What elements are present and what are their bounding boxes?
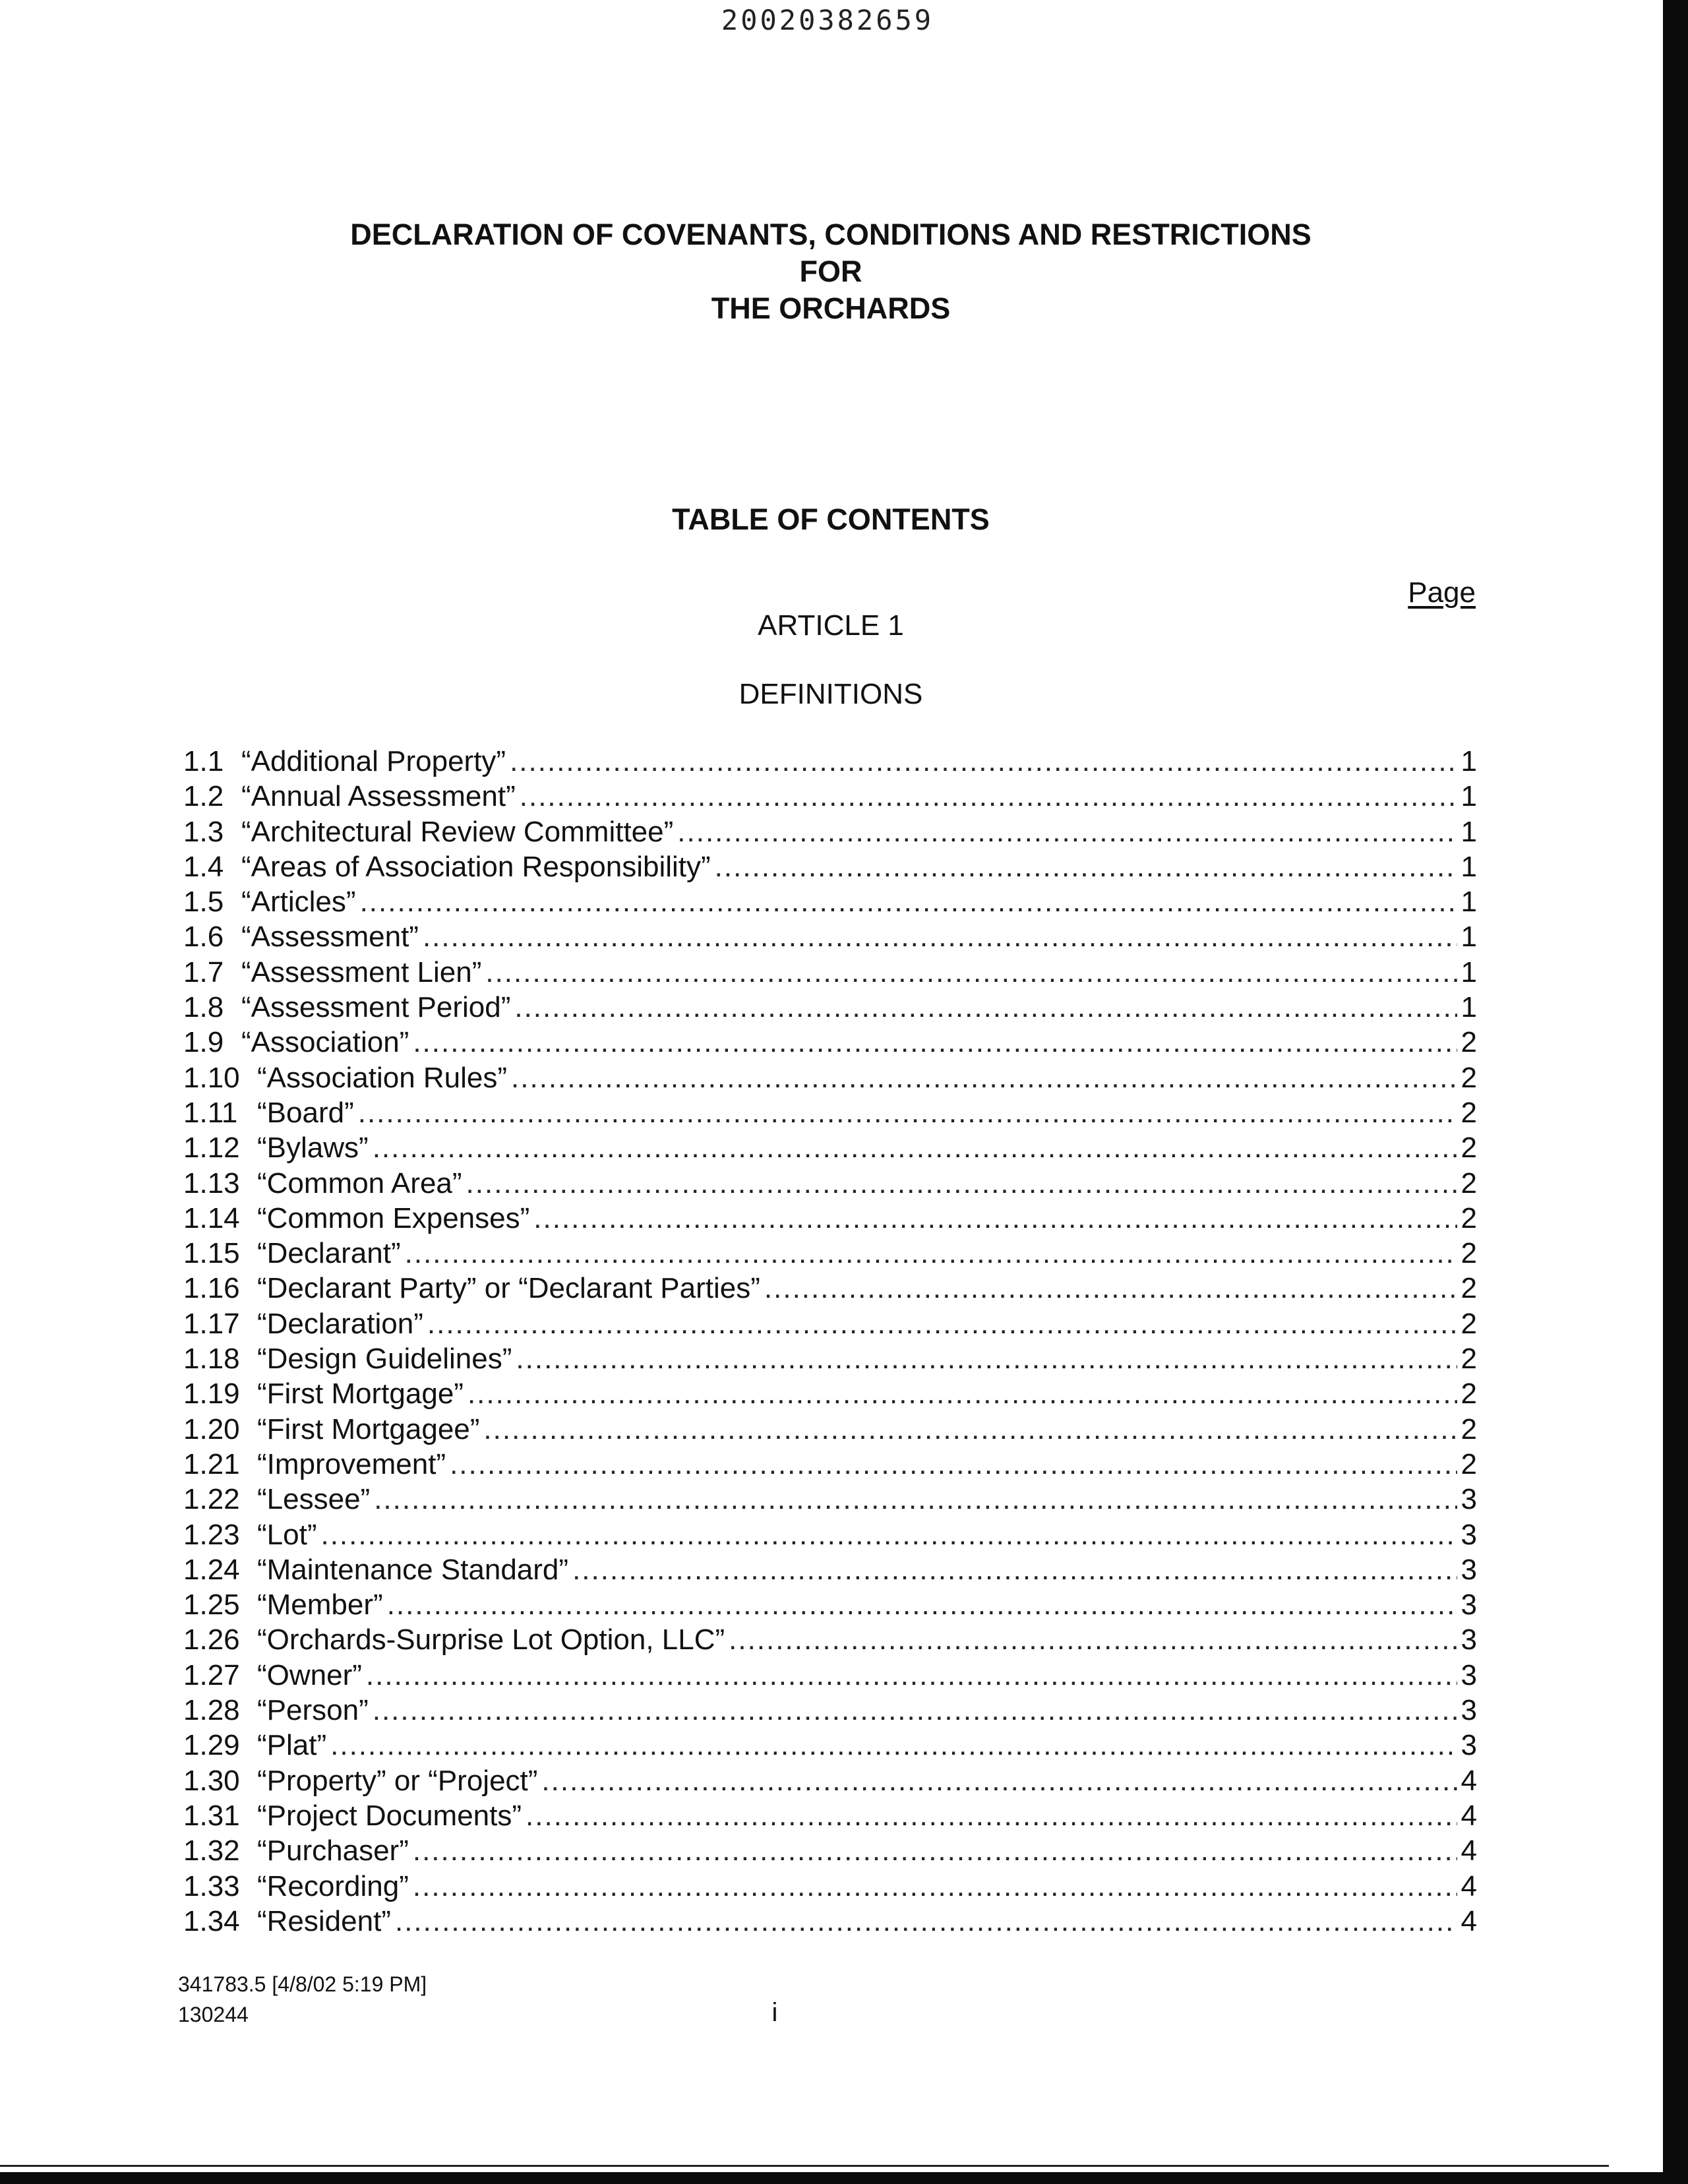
toc-entry-title: “Annual Assessment” — [241, 780, 516, 813]
toc-entry-number: 1.23 — [183, 1518, 240, 1551]
toc-entry-number: 1.13 — [183, 1167, 240, 1199]
toc-dot-leader — [413, 1026, 1457, 1059]
toc-entry-number: 1.21 — [183, 1447, 240, 1480]
toc-entry-page: 3 — [1461, 1623, 1477, 1656]
toc-entry-number: 1.2 — [183, 780, 224, 813]
toc-entry-title: “First Mortgagee” — [257, 1412, 480, 1445]
toc-entry-number: 1.15 — [183, 1237, 240, 1270]
page-column-label: Page — [1408, 576, 1476, 609]
toc-entry-page: 1 — [1461, 850, 1477, 883]
toc-entry — [183, 780, 1477, 815]
toc-dot-leader — [466, 1167, 1457, 1200]
toc-entry-page: 2 — [1461, 1447, 1477, 1480]
toc-entry-title: “Board” — [257, 1096, 354, 1129]
toc-entry-number: 1.17 — [183, 1307, 240, 1340]
toc-entry-page: 2 — [1461, 1061, 1477, 1094]
toc-dot-leader — [510, 745, 1457, 778]
toc-entry-page: 2 — [1461, 1132, 1477, 1165]
toc-dot-leader — [387, 1589, 1457, 1622]
toc-entry-title: “Purchaser” — [257, 1835, 409, 1867]
toc-entry-page: 2 — [1461, 1343, 1477, 1376]
scan-border-right — [1663, 0, 1688, 2184]
toc-entry-number: 1.30 — [183, 1764, 240, 1797]
toc-entry-number: 1.5 — [183, 886, 224, 919]
toc-dot-leader — [413, 1835, 1457, 1867]
toc-entry-page: 2 — [1461, 1026, 1477, 1059]
toc-entry-page: 2 — [1461, 1167, 1477, 1199]
toc-entry-page: 3 — [1461, 1553, 1477, 1586]
toc-entry — [183, 1132, 1477, 1167]
toc-entry — [183, 1694, 1477, 1729]
footer-file-ref: 341783.5 [4/8/02 5:19 PM] — [178, 1972, 427, 1996]
toc-entry — [183, 816, 1477, 851]
toc-entry-title: “Design Guidelines” — [257, 1343, 512, 1376]
toc-entry-number: 1.14 — [183, 1201, 240, 1234]
document-title — [0, 216, 1662, 327]
toc-dot-leader — [395, 1905, 1457, 1938]
toc-entry-title: “Maintenance Standard” — [257, 1553, 569, 1586]
scan-border-bottom — [0, 2172, 1688, 2184]
toc-entry-title: “Articles” — [241, 886, 356, 919]
article-label: ARTICLE 1 — [758, 609, 904, 642]
toc-entry-number: 1.10 — [183, 1061, 240, 1094]
toc-dot-leader — [374, 1483, 1457, 1516]
toc-entry-title: “Recording” — [257, 1869, 409, 1902]
toc-entry-title: “Assessment Lien” — [241, 956, 482, 988]
toc-list — [183, 745, 1477, 1940]
toc-dot-leader — [520, 780, 1457, 813]
toc-dot-leader — [516, 1343, 1457, 1376]
toc-entry-number: 1.6 — [183, 921, 224, 954]
toc-entry-number: 1.27 — [183, 1658, 240, 1691]
toc-entry-page: 2 — [1461, 1237, 1477, 1270]
toc-entry — [183, 1062, 1477, 1097]
toc-entry — [183, 1097, 1477, 1132]
toc-entry-page: 1 — [1461, 815, 1477, 848]
toc-entry-page: 3 — [1461, 1518, 1477, 1551]
toc-dot-leader — [677, 816, 1457, 849]
toc-entry-title: “Assessment Period” — [241, 991, 511, 1024]
toc-entry-number: 1.26 — [183, 1623, 240, 1656]
toc-entry — [183, 1167, 1477, 1202]
toc-entry-number: 1.24 — [183, 1553, 240, 1586]
toc-entry-number: 1.3 — [183, 815, 224, 848]
toc-entry-title: “Assessment” — [241, 921, 419, 954]
title-line: THE ORCHARDS — [711, 291, 951, 325]
toc-entry — [183, 1905, 1477, 1940]
toc-entry-page: 2 — [1461, 1096, 1477, 1129]
toc-entry-title: “Lessee” — [257, 1483, 371, 1516]
toc-entry — [183, 1623, 1477, 1658]
toc-entry-page: 1 — [1461, 991, 1477, 1024]
toc-entry-title: “Improvement” — [257, 1447, 446, 1480]
toc-entry-title: “Additional Property” — [241, 745, 506, 777]
toc-entry — [183, 1659, 1477, 1694]
toc-entry-number: 1.11 — [183, 1096, 238, 1129]
toc-entry — [183, 1237, 1477, 1272]
toc-entry-page: 3 — [1461, 1589, 1477, 1622]
toc-entry-title: “Architectural Review Committee” — [241, 815, 674, 848]
toc-entry-number: 1.8 — [183, 991, 224, 1024]
toc-dot-leader — [330, 1729, 1457, 1762]
toc-dot-leader — [360, 886, 1457, 919]
toc-entry-page: 3 — [1461, 1658, 1477, 1691]
toc-entry-title: “Resident” — [257, 1904, 391, 1937]
toc-dot-leader — [467, 1378, 1457, 1410]
toc-entry-title: “Plat” — [257, 1729, 327, 1762]
toc-entry-page: 4 — [1461, 1764, 1477, 1797]
toc-dot-leader — [541, 1765, 1457, 1798]
toc-dot-leader — [427, 1308, 1457, 1341]
toc-entry-page: 3 — [1461, 1729, 1477, 1762]
toc-entry-page: 2 — [1461, 1201, 1477, 1234]
toc-entry-number: 1.4 — [183, 850, 224, 883]
toc-entry — [183, 886, 1477, 921]
toc-entry-page: 1 — [1461, 956, 1477, 988]
toc-entry — [183, 1272, 1477, 1307]
toc-entry — [183, 1729, 1477, 1764]
toc-dot-leader — [485, 956, 1457, 989]
toc-entry — [183, 991, 1477, 1026]
toc-dot-leader — [373, 1694, 1457, 1727]
toc-dot-leader — [358, 1097, 1457, 1130]
toc-entry-title: “Declaration” — [257, 1307, 423, 1340]
toc-dot-leader — [373, 1132, 1457, 1165]
toc-entry-number: 1.28 — [183, 1694, 240, 1727]
toc-heading: TABLE OF CONTENTS — [672, 502, 990, 536]
toc-entry — [183, 1870, 1477, 1905]
toc-entry-page: 1 — [1461, 886, 1477, 919]
toc-entry-number: 1.20 — [183, 1412, 240, 1445]
toc-entry — [183, 851, 1477, 886]
toc-entry-title: “Orchards-Surprise Lot Option, LLC” — [257, 1623, 725, 1656]
toc-entry-page: 2 — [1461, 1307, 1477, 1340]
toc-entry — [183, 1589, 1477, 1623]
toc-entry-number: 1.31 — [183, 1799, 240, 1832]
toc-entry-page: 4 — [1461, 1799, 1477, 1832]
toc-entry-number: 1.34 — [183, 1904, 240, 1937]
toc-entry — [183, 956, 1477, 991]
toc-entry-number: 1.7 — [183, 956, 224, 988]
toc-dot-leader — [423, 921, 1457, 954]
toc-entry-number: 1.9 — [183, 1026, 224, 1059]
toc-entry — [183, 1343, 1477, 1378]
toc-dot-leader — [715, 851, 1457, 884]
toc-dot-leader — [483, 1413, 1457, 1446]
toc-dot-leader — [572, 1554, 1457, 1587]
toc-entry-number: 1.12 — [183, 1132, 240, 1165]
toc-entry-page: 4 — [1461, 1904, 1477, 1937]
document-number: 20020382659 — [721, 4, 934, 36]
toc-entry-number: 1.18 — [183, 1343, 240, 1376]
toc-entry-title: “Common Expenses” — [257, 1201, 530, 1234]
toc-entry-title: “Member” — [257, 1589, 383, 1622]
toc-entry-title: “First Mortgage” — [257, 1378, 464, 1410]
toc-entry — [183, 921, 1477, 956]
toc-dot-leader — [526, 1800, 1457, 1833]
footer-page-number: i — [771, 1998, 778, 2027]
toc-entry-title: “Bylaws” — [257, 1132, 369, 1165]
toc-entry-number: 1.25 — [183, 1589, 240, 1622]
toc-entry-title: “Property” or “Project” — [257, 1764, 538, 1797]
toc-entry — [183, 1308, 1477, 1343]
toc-entry — [183, 1448, 1477, 1483]
toc-dot-leader — [366, 1659, 1457, 1692]
toc-entry-number: 1.1 — [183, 745, 224, 777]
toc-entry-title: “Association” — [241, 1026, 409, 1059]
toc-entry-number: 1.19 — [183, 1378, 240, 1410]
title-line: DECLARATION OF COVENANTS, CONDITIONS AND RESTRICTIONS — [350, 218, 1311, 251]
toc-entry — [183, 1554, 1477, 1589]
title-line: FOR — [799, 255, 862, 288]
toc-dot-leader — [405, 1237, 1457, 1270]
toc-dot-leader — [320, 1519, 1457, 1552]
toc-entry-title: “Association Rules” — [257, 1061, 508, 1094]
scan-line-bottom — [0, 2165, 1609, 2167]
toc-dot-leader — [764, 1272, 1457, 1305]
toc-entry-page: 2 — [1461, 1378, 1477, 1410]
toc-entry-title: “Areas of Association Responsibility” — [241, 850, 711, 883]
toc-entry-number: 1.32 — [183, 1835, 240, 1867]
toc-entry-title: “Owner” — [257, 1658, 362, 1691]
toc-entry-number: 1.29 — [183, 1729, 240, 1762]
toc-dot-leader — [450, 1448, 1457, 1481]
section-label: DEFINITIONS — [738, 678, 923, 710]
toc-entry — [183, 1378, 1477, 1412]
toc-entry-page: 3 — [1461, 1483, 1477, 1516]
toc-entry-title: “Lot” — [257, 1518, 317, 1551]
toc-entry-title: “Declarant Party” or “Declarant Parties” — [257, 1272, 760, 1305]
toc-entry-page: 3 — [1461, 1694, 1477, 1727]
toc-entry-page: 1 — [1461, 921, 1477, 954]
toc-entry-title: “Project Documents” — [257, 1799, 522, 1832]
toc-entry-page: 1 — [1461, 780, 1477, 813]
toc-entry — [183, 1026, 1477, 1061]
toc-entry-page: 1 — [1461, 745, 1477, 777]
toc-entry-page: 2 — [1461, 1412, 1477, 1445]
toc-entry-number: 1.22 — [183, 1483, 240, 1516]
toc-entry — [183, 1835, 1477, 1869]
toc-entry — [183, 1800, 1477, 1835]
toc-entry — [183, 745, 1477, 780]
toc-dot-leader — [511, 1062, 1457, 1095]
toc-dot-leader — [514, 991, 1457, 1024]
toc-entry-title: “Declarant” — [257, 1237, 401, 1270]
toc-dot-leader — [729, 1623, 1457, 1656]
toc-entry-page: 4 — [1461, 1869, 1477, 1902]
toc-entry — [183, 1202, 1477, 1237]
toc-entry — [183, 1765, 1477, 1800]
toc-entry-title: “Common Area” — [257, 1167, 462, 1199]
toc-dot-leader — [533, 1202, 1457, 1235]
toc-entry — [183, 1413, 1477, 1448]
toc-entry-page: 4 — [1461, 1835, 1477, 1867]
toc-entry — [183, 1483, 1477, 1518]
toc-entry-title: “Person” — [257, 1694, 369, 1727]
footer-client-ref: 130244 — [178, 2003, 249, 2026]
toc-entry-number: 1.16 — [183, 1272, 240, 1305]
toc-dot-leader — [413, 1870, 1457, 1903]
toc-entry-number: 1.33 — [183, 1869, 240, 1902]
toc-entry-page: 2 — [1461, 1272, 1477, 1305]
toc-entry — [183, 1519, 1477, 1554]
